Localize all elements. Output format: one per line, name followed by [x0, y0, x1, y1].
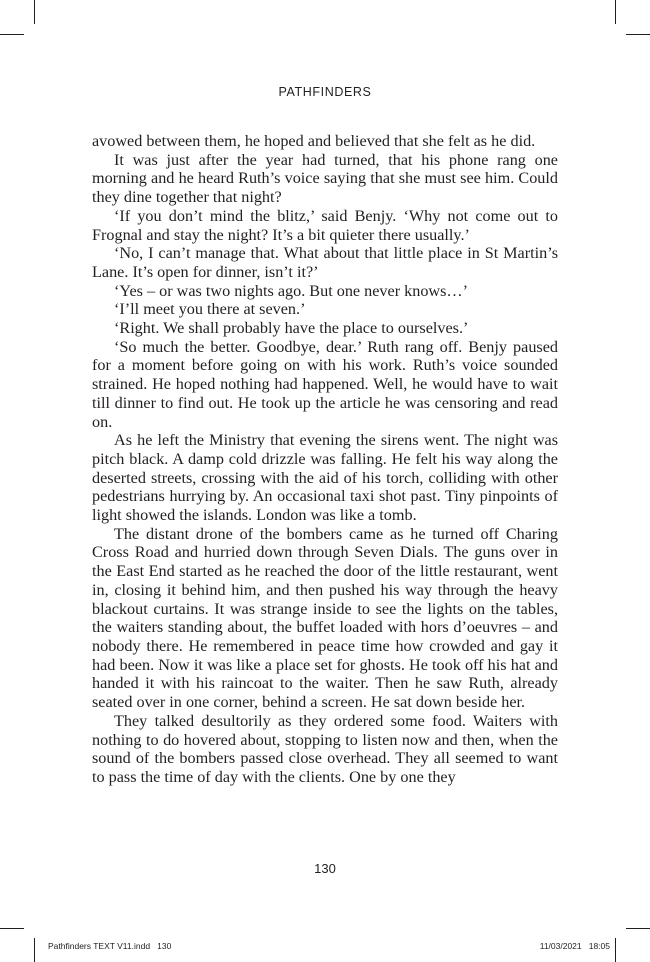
paragraph: ‘So much the better. Goodbye, dear.’ Ruth rang off. Benjy paused for a moment before going on with his work. Ruth’s voice sounded strained. He hoped nothing had happened. Well, he would have to wait till dinner to find out. He took up the article he was censoring and read on. — [92, 337, 558, 431]
paragraph: ‘If you don’t mind the blitz,’ said Benjy. ‘Why not come out to Frognal and stay the night? It’s a bit quieter there usually.’ — [92, 206, 558, 244]
slug-file-info: Pathfinders TEXT V11.indd 130 — [48, 941, 172, 951]
paragraph: As he left the Ministry that evening the sirens went. The night was pitch black. A damp cold drizzle was falling. He felt his way along the deserted streets, crossing with the aid of his torch, colliding with other pedestrians hurrying by. An occasional taxi shot past. Tiny pinpoints of light showed the islands. London was like a tomb. — [92, 431, 558, 525]
paragraph: ‘Right. We shall probably have the place to ourselves.’ — [114, 319, 469, 338]
crop-mark-bottom-left-vertical — [34, 938, 35, 962]
crop-mark-bottom-right-vertical — [615, 938, 616, 962]
crop-mark-top-right-horizontal — [626, 34, 650, 35]
paragraph: It was just after the year had turned, that his phone rang one morning and he heard Ruth’s voice saying that she must see him. Could they dine together that night? — [92, 150, 558, 207]
page-number: 130 — [314, 861, 336, 876]
running-head: PATHFINDERS — [278, 85, 372, 99]
body-text — [92, 132, 558, 787]
paragraph: ‘I’ll meet you there at seven.’ — [114, 300, 306, 319]
paragraph: avowed between them, he hoped and believed that she felt as he did. — [92, 132, 536, 150]
paragraph: ‘No, I can’t manage that. What about that little place in St Martin’s Lane. It’s open for dinner, isn’t it?’ — [92, 244, 558, 281]
crop-mark-top-left-horizontal — [0, 34, 24, 35]
paragraph: ‘Yes – or was two nights ago. But one never knows…’ — [114, 281, 468, 300]
crop-mark-bottom-left-horizontal — [0, 928, 24, 929]
paragraph: They talked desultorily as they ordered some food. Waiters with nothing to do hovered about, stopping to listen now and then, when the sound of the bombers passed close overhead. They all seemed to want to pass the time of day with the clients. One by one they — [92, 711, 558, 786]
crop-mark-top-right-vertical — [615, 0, 616, 24]
paragraph: The distant drone of the bombers came as he turned off Charing Cross Road and hurried down through Seven Dials. The guns over in the East End started as he reached the door of the little restaurant, went in, closing it behind him, and then pushed his way through the heavy blackout curtains. It was strange inside to see the lights on the tables, the waiters standing about, the buffet loaded with hors d’oeuvres – and nobody there. He remembered in peace time how crowded and gay it had been. Now it was like a place set for ghosts. He took off his hat and handed it with his raincoat to the waiter. Then he saw Ruth, already seated over in one corner, behind a screen. He sat down beside her. — [92, 524, 558, 712]
crop-mark-top-left-vertical — [34, 0, 35, 24]
crop-mark-bottom-right-horizontal — [626, 928, 650, 929]
slug-timestamp: 11/03/2021 18:05 — [539, 941, 610, 951]
